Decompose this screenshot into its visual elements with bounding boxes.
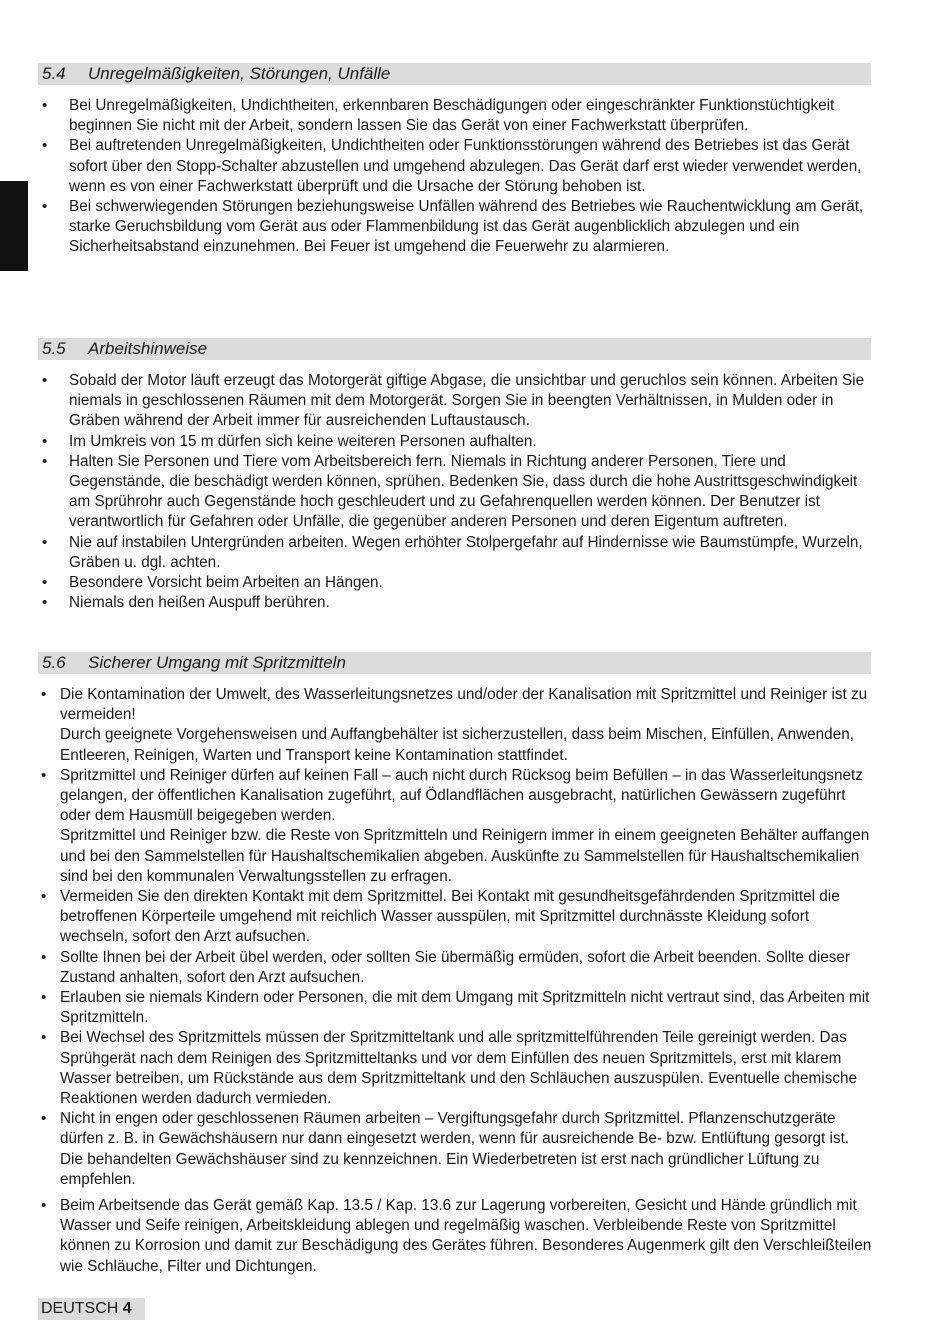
bullet-icon: •: [42, 574, 48, 592]
page-footer: [38, 1298, 145, 1320]
list-item-text: Sollte Ihnen bei der Arbeit übel werden, oder sollten Sie übermäßig ermüden, sofort die Arbeit beenden. Sollte dieser Zustand anhalten, sofort den Arzt aufsuchen.: [60, 948, 850, 986]
bullet-icon: •: [42, 432, 48, 450]
list-item: [42, 432, 879, 452]
bullet-icon: •: [42, 594, 48, 612]
list-item-text: Die Kontamination der Umwelt, des Wasserleitungsnetzes und/oder der Kanalisation mit Spritzmittel und Reiniger ist zu vermeiden! Durch geeignete Vorgehensweisen und Auffangbehälter ist sicherzustellen, dass beim Mischen, Einfüllen, Anwenden, Entleeren, Reinigen, Warten und Transport keine Kontamination stattfindet.: [60, 686, 868, 764]
bullet-icon: •: [42, 97, 48, 114]
list-item: [41, 1196, 875, 1277]
list-item: [41, 887, 875, 948]
footer-language: DEUTSCH: [41, 1300, 119, 1317]
list-item-text: Bei Unregelmäßigkeiten, Undichtheiten, erkennbaren Beschädigungen oder eingeschränkter Funktionstüchtigkeit beginnen Sie nicht mit der Arbeit, sondern lassen Sie das Gerät von einer Fachwerkstatt überprüfen.: [69, 97, 835, 135]
list-item-text: Beim Arbeitsende das Gerät gemäß Kap. 13.5 / Kap. 13.6 zur Lagerung vorbereiten, Gesicht und Hände gründlich mit Wasser und Seife reinigen, Arbeitskleidung ablegen und regelmäßig waschen. Verbleibende Reste von Spritzmittel können zu Korrosion und damit zur Beschädigung des Gerätes führen. Besonderes Augenmerk gilt den Verschleißteilen wie Schläuche, Filter und Dichtungen.: [60, 1197, 872, 1275]
bullet-icon: •: [41, 766, 47, 784]
list-item: [41, 766, 875, 887]
list-item: [41, 1028, 875, 1109]
list-item: [41, 948, 875, 988]
bullet-icon: •: [41, 1197, 47, 1215]
section-5-5-list: [42, 371, 879, 613]
bullet-icon: •: [41, 989, 47, 1007]
bullet-icon: •: [42, 372, 48, 389]
list-item-text: Bei Wechsel des Spritzmittels müssen der Spritzmitteltank und alle spritzmittelführenden Teile gereinigt werden. Das Sprühgerät nach dem Reinigen des Spritzmitteltanks und vor dem Einfüllen des neuen Spritzmittels, erst mit klarem Wasser betreiben, um Rückstände aus dem Spritzmitteltank und den Schläuchen auszuspülen. Eventuelle chemische Reaktionen werden dadurch vermieden.: [60, 1029, 858, 1108]
page-number: 4: [122, 1300, 132, 1317]
list-item: [42, 197, 879, 258]
bullet-icon: •: [41, 1110, 47, 1128]
section-number: 5.6: [42, 653, 66, 672]
section-number: 5.4: [42, 64, 66, 83]
section-5-4-list: [42, 96, 879, 258]
section-heading-5-6: [38, 652, 871, 674]
bullet-icon: •: [41, 686, 47, 703]
list-item-text: Nie auf instabilen Untergründen arbeiten. Wegen erhöhter Stolpergefahr auf Hindernisse wie Baumstümpfe, Wurzeln, Gräben u. dgl. achten.: [69, 533, 863, 571]
list-item: [41, 988, 875, 1028]
list-item-text: Im Umkreis von 15 m dürfen sich keine weiteren Personen aufhalten.: [69, 432, 537, 450]
section-title: Unregelmäßigkeiten, Störungen, Unfälle: [88, 64, 391, 83]
bullet-icon: •: [42, 198, 48, 216]
list-item: [42, 96, 879, 136]
list-item-text: Nicht in engen oder geschlossenen Räumen arbeiten – Vergiftungsgefahr durch Spritzmittel. Pflanzenschutzgeräte dürfen z. B. in Gewächshäusern nur dann eingesetzt werden, wenn für ausreichende Be- bzw. Entlüftung gesorgt ist. Die behandelten Gewächshäuser sind zu kennzeichnen. Ein Wiederbetreten ist erst nach gründlicher Lüftung zu empfehlen.: [60, 1110, 850, 1188]
language-side-tab: [0, 181, 28, 271]
list-item-text: Bei auftretenden Unregelmäßigkeiten, Undichtheiten oder Funktionsstörungen während des Betriebes ist das Gerät sofort über den Stopp-Schalter abzustellen und umgehend abzulegen. Das Gerät darf erst wieder verwendet werden, wenn es von einer Fachwerkstatt überprüft und die Ursache der Störung behoben ist.: [69, 137, 862, 195]
list-item-text: Bei schwerwiegenden Störungen beziehungsweise Unfällen während des Betriebes wie Rauchentwicklung am Gerät, starke Geruchsbildung vom Gerät aus oder Flammenbildung ist das Gerät augenblicklich abzulegen und ein Sicherheitsabstand einzunehmen. Bei Feuer ist umgehend die Feuerwehr zu alarmieren.: [69, 198, 864, 256]
bullet-icon: •: [41, 888, 47, 906]
list-item: [42, 452, 879, 533]
list-item-text: Besondere Vorsicht beim Arbeiten an Hängen.: [69, 574, 383, 592]
list-item-text: Erlauben sie niemals Kindern oder Personen, die mit dem Umgang mit Spritzmitteln nicht vertraut sind, das Arbeiten mit Spritzmitteln.: [60, 989, 870, 1027]
list-item: [42, 593, 879, 613]
bullet-icon: •: [42, 452, 48, 470]
section-number: 5.5: [42, 339, 66, 358]
list-item-text: Niemals den heißen Auspuff berühren.: [69, 594, 330, 612]
list-item: [42, 136, 879, 197]
list-item-text: Spritzmittel und Reiniger dürfen auf keinen Fall – auch nicht durch Rücksog beim Befüllen – in das Wasserleitungsnetz gelangen, der öffentlichen Kanalisation zugeführt, auf Ödlandflächen ausgebracht, natürlichen Gewässern zugeführt oder dem Hausmüll beigegeben werden. Spritzmittel und Reiniger bzw. die Reste von Spritzmitteln und Reinigern immer in einem geeigneten Behälter auffangen und bei den Sammelstellen für Haushaltschemikalien abgeben. Auskünfte zu Sammelstellen für Haushaltschemikalien sind bei den kommunalen Verwaltungsstellen zu erfragen.: [60, 766, 870, 885]
list-item: [42, 533, 879, 573]
list-item: [42, 573, 879, 593]
list-item: [42, 371, 879, 432]
section-heading-5-5: [38, 338, 871, 360]
list-item-text: Halten Sie Personen und Tiere vom Arbeitsbereich fern. Niemals in Richtung anderer Personen, Tiere und Gegenstände, die beschädigt werden können, sprühen. Bedenken Sie, dass durch die hohe Austrittsgeschwindigkeit am Sprührohr auch Gegenstände hoch geschleudert und zu Gefahrenquellen werden können. Der Benutzer ist verantwortlich für Gefahren oder Unfälle, die gegenüber anderen Personen und deren Eigentum auftreten.: [69, 452, 858, 531]
section-title: Arbeitshinweise: [88, 339, 208, 358]
list-item: [41, 685, 875, 766]
list-item-text: Sobald der Motor läuft erzeugt das Motorgerät giftige Abgase, die unsichtbar und geruchlos sein können. Arbeiten Sie niemals in geschlossenen Räumen mit dem Motorgerät. Sorgen Sie in beengten Verhältnissen, in Mulden oder in Gräben während der Arbeit immer für ausreichenden Luftaustausch.: [69, 372, 865, 430]
bullet-icon: •: [41, 948, 47, 966]
section-title: Sicherer Umgang mit Spritzmitteln: [88, 653, 346, 672]
bullet-icon: •: [42, 533, 48, 551]
section-heading-5-4: [38, 63, 871, 85]
list-item-text: Vermeiden Sie den direkten Kontakt mit dem Spritzmittel. Bei Kontakt mit gesundheitsgefährdenden Spritzmittel die betroffenen Körperteile umgehend mit reichlich Wasser ausspülen, mit Spritzmittel durchnässte Kleidung sofort wechseln, sofort den Arzt aufsuchen.: [60, 888, 840, 946]
section-5-6-list: [41, 685, 875, 1277]
bullet-icon: •: [42, 137, 48, 155]
list-item: [41, 1109, 875, 1190]
bullet-icon: •: [41, 1029, 47, 1047]
